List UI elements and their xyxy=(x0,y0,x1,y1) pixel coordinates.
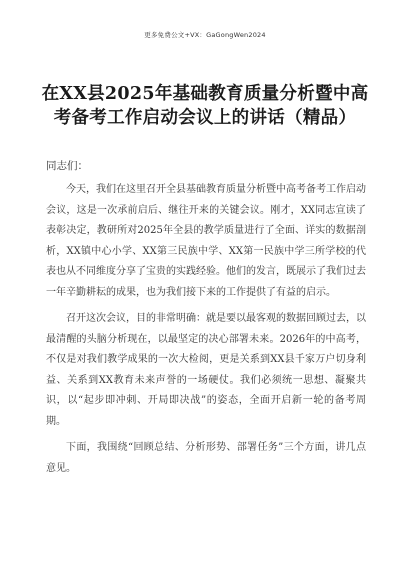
document-body xyxy=(46,180,366,485)
document-title: 在XX县2025年基础教育质量分析暨中高考备考工作启动会议上的讲话（精品） xyxy=(41,84,369,128)
paragraph-2: 召开这次会议，目的非常明确：就是要以最客观的数据回顾过去，以最清醒的头脑分析现在，以最坚定的决心部署未来。2026年的中高考，不仅是对我们教学成果的一次大检阅，更是关系到XX县千家万户切身利益、关系到XX教育未来声誉的一场硬仗。我们必须统一思想、凝聚共识，以“起步即冲刺、开局即决战”的姿态，全面开启新一轮的备考周期。 xyxy=(46,313,366,427)
salutation: 同志们： xyxy=(46,160,88,172)
paragraph-1: 今天，我们在这里召开全县基础教育质量分析暨中高考备考工作启动会议，这是一次承前启后、继往开来的关键会议。刚才，XX同志宣读了表彰决定，教研所对2025年全县的教学质量进行了全面、详实的数据剖析，XX镇中心小学、XX第三民族中学、XX第一民族中学三所学校的代表也从不同维度分享了宝贵的实践经验。他们的发言，既展示了我们过去一年辛勤耕耘的成果，也为我们接下来的工作提供了有益的启示。 xyxy=(46,184,366,298)
header-note: 更多免费公文+VX：GaGongWen2024 xyxy=(144,31,266,39)
paragraph-3: 下面，我围绕“回顾总结、分析形势、部署任务”三个方面，讲几点意见。 xyxy=(46,442,366,474)
